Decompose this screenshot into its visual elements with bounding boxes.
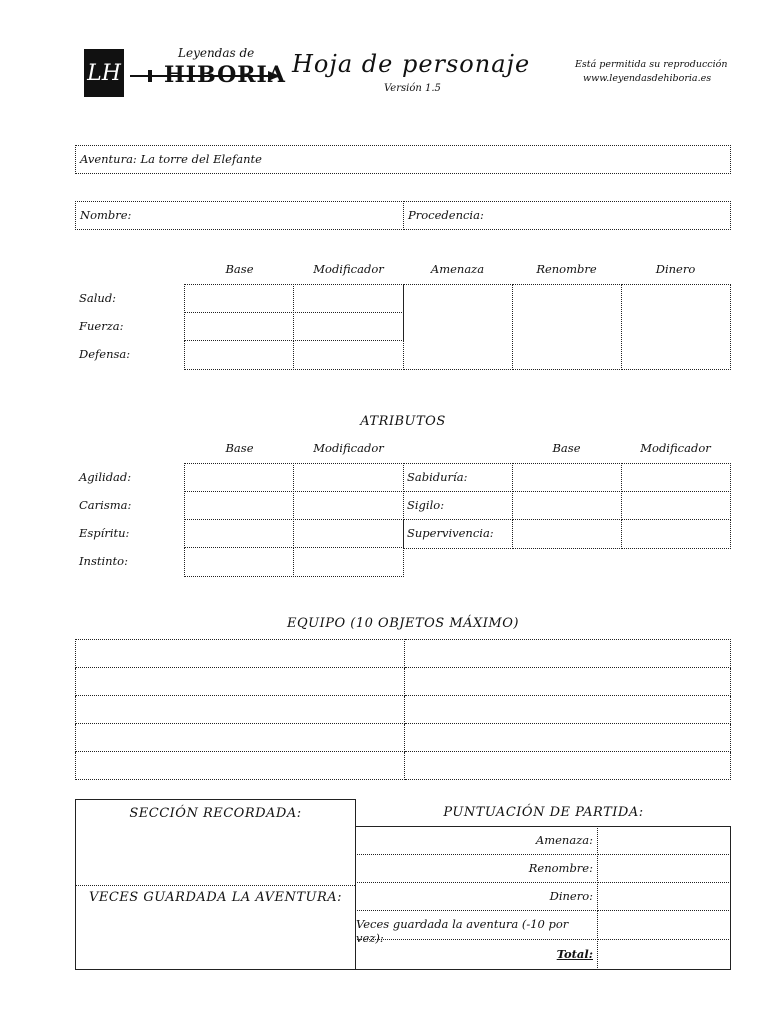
- score-saves-cell[interactable]: [597, 910, 731, 940]
- attr-label-charisma: Carisma:: [79, 498, 132, 512]
- spirit-base-cell[interactable]: [184, 519, 294, 548]
- instinct-base-cell[interactable]: [184, 547, 294, 577]
- defense-base-cell[interactable]: [184, 340, 294, 370]
- equipment-slot-6[interactable]: [405, 696, 731, 724]
- stealth-label-cell: [403, 491, 513, 520]
- remembered-section-field[interactable]: [76, 824, 355, 884]
- reproduction-note: Está permitida su reproducción: [575, 59, 728, 70]
- equipment-slot-9[interactable]: [76, 752, 405, 780]
- website-link[interactable]: www.leyendasdehiboria.es: [583, 73, 712, 84]
- charisma-modifier-cell[interactable]: [293, 491, 404, 520]
- spirit-modifier-cell[interactable]: [293, 519, 404, 548]
- equipment-slot-5[interactable]: [76, 696, 405, 724]
- equipment-slot-10[interactable]: [405, 752, 731, 780]
- renown-cell[interactable]: [512, 284, 622, 370]
- charisma-base-cell[interactable]: [184, 491, 294, 520]
- score-label-cell-total: [355, 939, 598, 970]
- score-label-cell-renown: [355, 854, 598, 883]
- stats-header-modifier: Modificador: [313, 262, 384, 276]
- score-label-renown: Renombre:: [528, 861, 593, 875]
- equipment-slot-4[interactable]: [405, 668, 731, 696]
- stat-label-health: Salud:: [79, 291, 117, 305]
- times-saved-field[interactable]: [76, 910, 355, 968]
- score-label-cell-money: [355, 882, 598, 911]
- bottom-left-divider: [76, 885, 355, 886]
- health-base-cell[interactable]: [184, 284, 294, 313]
- threat-cell[interactable]: [403, 284, 513, 370]
- logo-emblem: [84, 49, 124, 97]
- stats-header-base: Base: [225, 262, 254, 276]
- stat-label-defense: Defensa:: [79, 347, 131, 361]
- score-label-total: Total:: [556, 947, 593, 961]
- equipment-row: [76, 724, 731, 752]
- attributes-title: ATRIBUTOS: [360, 414, 446, 429]
- defense-modifier-cell[interactable]: [293, 340, 404, 370]
- logo-small-text: Leyendas de: [178, 46, 255, 60]
- score-label-cell-saves: [355, 910, 598, 945]
- health-modifier-cell[interactable]: [293, 284, 404, 313]
- stat-label-strength: Fuerza:: [79, 319, 124, 333]
- stats-header-money: Dinero: [655, 262, 696, 276]
- wisdom-label-cell: [403, 463, 513, 492]
- attr-left-header-modifier: Modificador: [313, 441, 384, 455]
- attr-label-agility: Agilidad:: [79, 470, 132, 484]
- equipment-slot-8[interactable]: [405, 724, 731, 752]
- score-title: PUNTUACIÓN DE PARTIDA:: [443, 805, 644, 820]
- survival-base-cell[interactable]: [512, 519, 622, 549]
- attr-label-instinct: Instinto:: [79, 554, 128, 568]
- equipment-slot-3[interactable]: [76, 668, 405, 696]
- adventure-field[interactable]: [75, 145, 731, 174]
- origin-field[interactable]: [403, 201, 731, 230]
- name-field[interactable]: [75, 201, 404, 230]
- score-total-cell[interactable]: [597, 939, 731, 970]
- attr-right-header-modifier: Modificador: [640, 441, 711, 455]
- version-label: Versión 1.5: [384, 83, 441, 94]
- score-money-cell[interactable]: [597, 882, 731, 911]
- score-renown-cell[interactable]: [597, 854, 731, 883]
- attr-label-stealth: Sigilo:: [407, 498, 445, 512]
- instinct-modifier-cell[interactable]: [293, 547, 404, 577]
- score-label-money: Dinero:: [549, 889, 593, 903]
- attr-label-wisdom: Sabiduría:: [407, 470, 468, 484]
- strength-modifier-cell[interactable]: [293, 312, 404, 341]
- attr-left-header-base: Base: [225, 441, 254, 455]
- attr-label-spirit: Espíritu:: [79, 526, 130, 540]
- remembered-section-label: SECCIÓN RECORDADA:: [129, 806, 302, 821]
- agility-base-cell[interactable]: [184, 463, 294, 492]
- equipment-row: [76, 640, 731, 668]
- survival-modifier-cell[interactable]: [621, 519, 731, 549]
- equipment-slot-1[interactable]: [76, 640, 405, 668]
- agility-modifier-cell[interactable]: [293, 463, 404, 492]
- equipment-title: EQUIPO (10 OBJETOS MÁXIMO): [287, 616, 519, 631]
- attr-label-survival: Supervivencia:: [407, 526, 494, 540]
- stealth-modifier-cell[interactable]: [621, 491, 731, 520]
- equipment-row: [76, 752, 731, 780]
- score-label-saves: Veces guardada la aventura (-10 por vez):: [356, 917, 569, 945]
- money-cell[interactable]: [621, 284, 731, 370]
- adventure-label: Aventura: La torre del Elefante: [80, 152, 262, 166]
- equipment-slot-2[interactable]: [405, 640, 731, 668]
- stealth-base-cell[interactable]: [512, 491, 622, 520]
- score-label-cell-threat: [355, 826, 598, 855]
- wisdom-modifier-cell[interactable]: [621, 463, 731, 492]
- score-threat-cell[interactable]: [597, 826, 731, 855]
- stats-header-renown: Renombre: [536, 262, 597, 276]
- origin-label: Procedencia:: [408, 208, 484, 222]
- page-title: Hoja de personaje: [292, 50, 531, 78]
- name-label: Nombre:: [80, 208, 132, 222]
- survival-label-cell: [403, 519, 513, 549]
- bottom-left-box: [75, 799, 356, 970]
- times-saved-label: VECES GUARDADA LA AVENTURA:: [88, 890, 343, 905]
- stats-header-threat: Amenaza: [430, 262, 485, 276]
- equipment-row: [76, 696, 731, 724]
- logo-initials: LH: [87, 60, 121, 86]
- attr-right-header-base: Base: [552, 441, 581, 455]
- strength-base-cell[interactable]: [184, 312, 294, 341]
- score-label-threat: Amenaza:: [535, 833, 593, 847]
- equipment-table: [75, 639, 731, 780]
- logo-wordmark: [128, 44, 286, 94]
- wisdom-base-cell[interactable]: [512, 463, 622, 492]
- equipment-row: [76, 668, 731, 696]
- equipment-slot-7[interactable]: [76, 724, 405, 752]
- logo-big-text: HIBORIA: [164, 62, 286, 88]
